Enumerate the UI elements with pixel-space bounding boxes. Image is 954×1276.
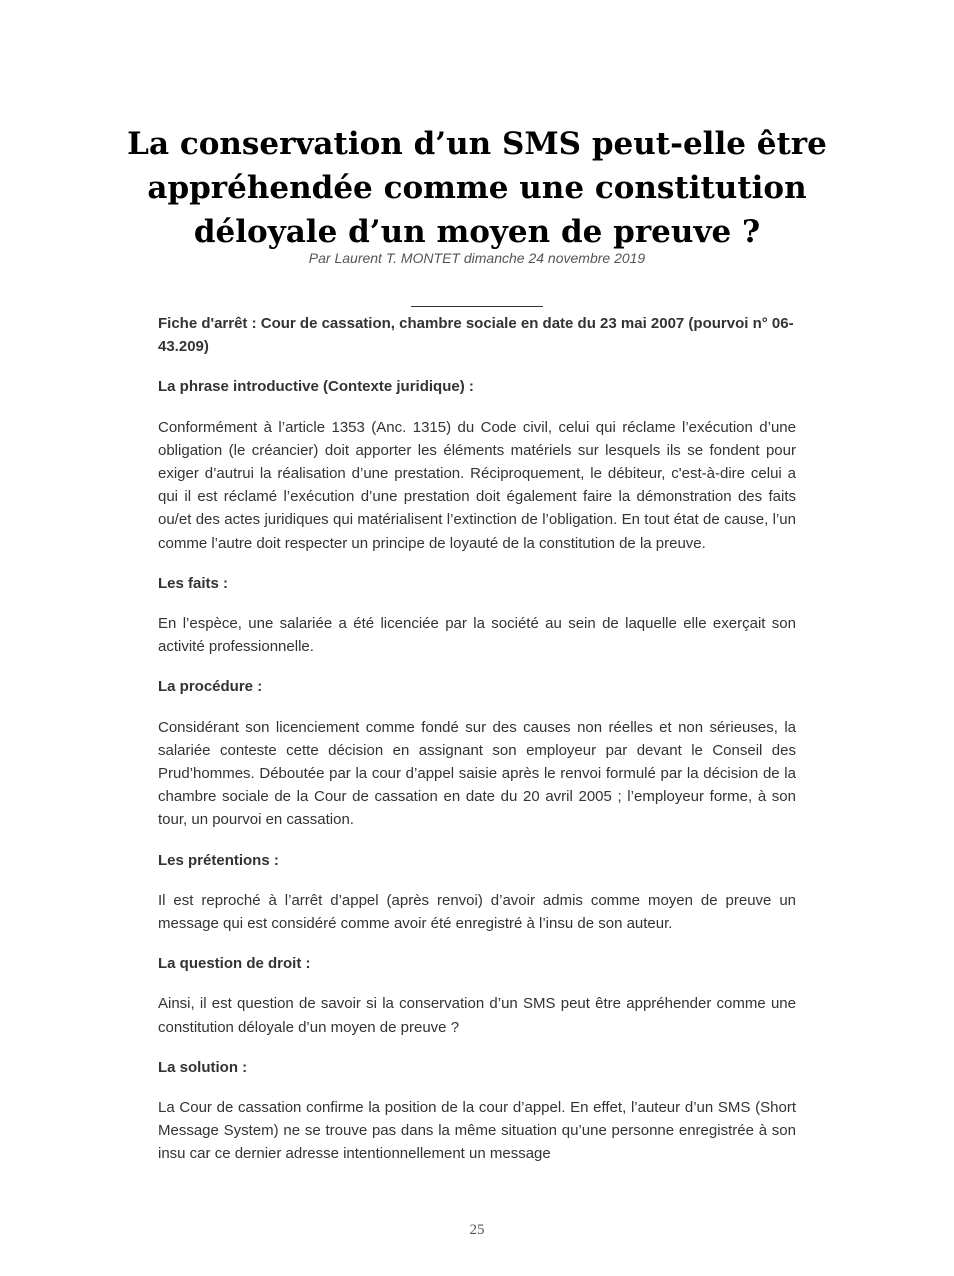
procedure-heading: La procédure : (158, 678, 263, 696)
faits-paragraph: En l’espèce, une salariée a été licenciée par la société au sein de laquelle elle exerçait son activité professionnelle. (158, 615, 796, 656)
procedure-paragraph: Considérant son licenciement comme fondé sur des causes non réelles et non sérieuses, la salariée conteste cette décision en assignant son employeur par devant le Conseil des Prud’hommes. Déboutée par la cour d’appel saisie après le renvoi formulé par la décision de la chambre sociale de la Cour de cassation en date du 20 avril 2005 ; l’employeur forme, à son tour, un pourvoi en cassation. (158, 718, 796, 829)
pretentions-heading: Les prétentions : (158, 851, 279, 869)
question-paragraph: Ainsi, il est question de savoir si la conservation d’un SMS peut être appréhender comme une constitution déloyale d’un moyen de preuve ? (158, 995, 796, 1036)
document-body (158, 312, 796, 1183)
pretentions-paragraph: Il est reproché à l’arrêt d’appel (après renvoi) d’avoir admis comme moyen de preuve un message qui est considéré comme avoir été enregistré à l’insu de son auteur. (158, 891, 796, 933)
title-separator (411, 306, 543, 307)
intro-heading: La phrase introductive (Contexte juridique) : (158, 378, 474, 396)
faits-heading: Les faits : (158, 574, 229, 592)
intro-paragraph: Conformément à l’article 1353 (Anc. 1315) du Code civil, celui qui réclame l’exécution d’une obligation (le créancier) doit apporter les éléments matériels sur lesquels ils se fondent pour exiger d’autrui la réalisation d’une prestation. Réciproquement, le débiteur, c'est-à-dire celui a qui il est réclamé l’exécution d’une prestation doit également faire la démonstration des faits ou/et des actes juridiques qui matérialisent l’extinction de l’obligation. En tout état de cause, l’un comme l’autre doit respecter un principe de loyauté de la constitution de la preuve. (158, 418, 796, 552)
document-title: La conservation d’un SMS peut-elle être appréhendée comme une constitution déloyale d’un moyen de preuve ? (127, 126, 827, 250)
page-number: 25 (469, 1222, 485, 1238)
fiche-heading: Fiche d'arrêt : Cour de cassation, chambre sociale en date du 23 mai 2007 (pourvoi n° 06-43.209) (158, 315, 794, 356)
solution-paragraph: La Cour de cassation confirme la position de la cour d’appel. En effet, l’auteur d’un SMS (Short Message System) ne se trouve pas dans la même situation qu’une personne enregistrée à son insu car ce dernier adresse intentionnellement un message (158, 1099, 796, 1163)
question-heading: La question de droit : (158, 955, 311, 973)
solution-heading: La solution : (158, 1058, 248, 1076)
author-byline: Par Laurent T. MONTET dimanche 24 novembre 2019 (308, 250, 646, 266)
